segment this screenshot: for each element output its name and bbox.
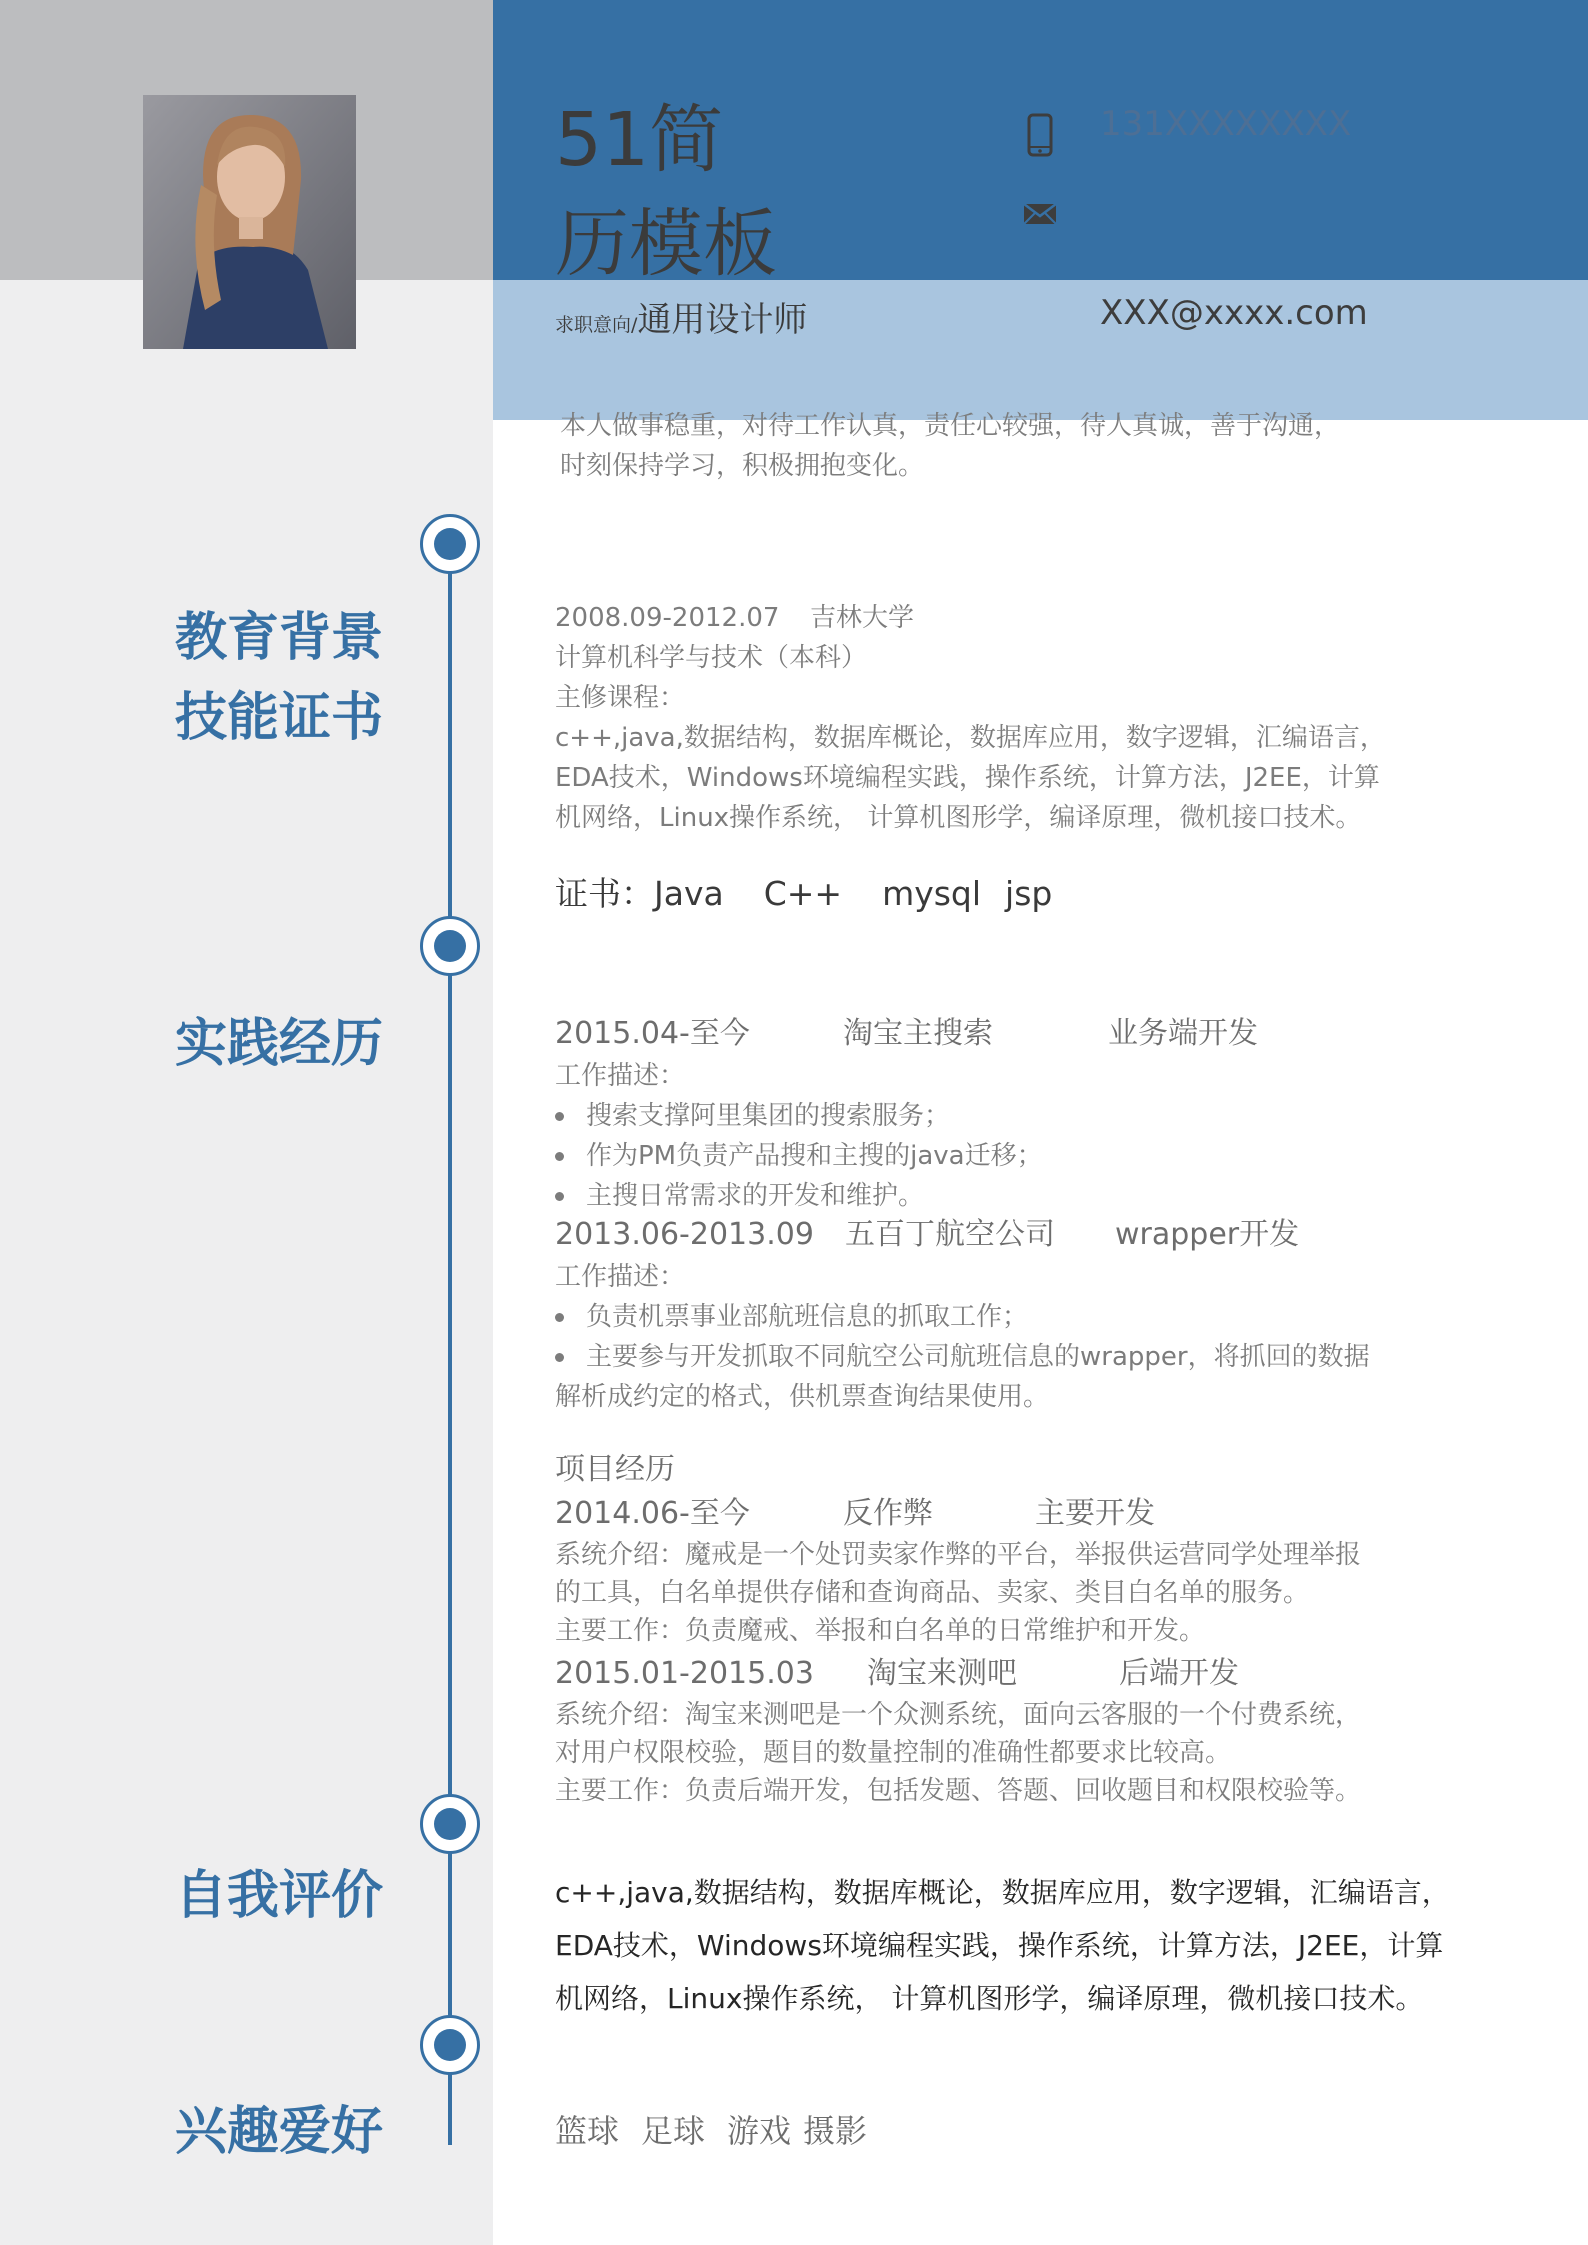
certificate-item: jsp — [1005, 874, 1053, 913]
certificates-line — [555, 868, 1052, 915]
education-courses-label: 主修课程： — [555, 683, 686, 713]
timeline-node-hobbies — [420, 2015, 480, 2075]
intro-line: 本人做事稳重，对待工作认真，责任心较强，待人真诚，善于沟通， — [560, 411, 1341, 441]
education-period: 2008.09-2012.07 — [555, 603, 780, 633]
self-evaluation-line: EDA技术，Windows环境编程实践，操作系统，计算方法，J2EE，计算 — [555, 1929, 1444, 1962]
heading-certificates: 技能证书 — [175, 688, 384, 748]
education-courses-line: 机网络，Linux操作系统， 计算机图形学，编译原理，微机接口技术。 — [555, 803, 1362, 833]
job-intent — [555, 292, 807, 341]
timeline-node-practice — [420, 916, 480, 976]
project-period: 2014.06-至今 — [555, 1496, 750, 1531]
profile-photo — [143, 95, 356, 349]
project-line: 的工具，白名单提供存储和查询商品、卖家、类目白名单的服务。 — [555, 1578, 1310, 1608]
email-address: XXX@xxxx.com — [1100, 293, 1368, 333]
job-period: 2015.04-至今 — [555, 1016, 750, 1051]
mail-icon — [1020, 198, 1060, 230]
job-entry — [555, 1213, 1370, 1417]
job-bullet: 搜索支撑阿里集团的搜索服务； — [586, 1101, 951, 1131]
project-line: 主要工作：负责魔戒、举报和白名单的日常维护和开发。 — [555, 1616, 1206, 1646]
project-line: 系统介绍：魔戒是一个处罚卖家作弊的平台，举报供运营同学处理举报 — [555, 1540, 1362, 1570]
job-period: 2013.06-2013.09 — [555, 1217, 814, 1252]
job-company: 淘宝主搜索 — [843, 1016, 993, 1051]
certificate-item: C++ — [763, 874, 843, 913]
certificate-item: mysql — [882, 874, 982, 913]
heading-education: 教育背景 — [175, 608, 384, 668]
hobbies-list — [555, 2106, 867, 2152]
phone-number: 131XXXXXXXX — [1100, 104, 1352, 144]
heading-practice: 实践经历 — [175, 1014, 384, 1074]
education-major: 计算机科学与技术（本科） — [555, 643, 868, 673]
project-line: 系统介绍：淘宝来测吧是一个众测系统，面向云客服的一个付费系统， — [555, 1700, 1362, 1730]
hobby-item: 摄影 — [803, 2112, 868, 2150]
certificate-item: Java — [654, 874, 724, 913]
heading-self-evaluation: 自我评价 — [175, 1866, 384, 1926]
project-name: 淘宝来测吧 — [867, 1656, 1017, 1691]
job-bullet: 负责机票事业部航班信息的抓取工作； — [586, 1302, 1029, 1332]
resume-title — [555, 88, 795, 296]
job-bullet: 主搜日常需求的开发和维护。 — [586, 1181, 925, 1211]
hobby-item: 游戏 — [727, 2112, 792, 2150]
resume-title-line1: 51简 — [555, 97, 724, 183]
self-evaluation-line: c++,java,数据结构，数据库概论，数据库应用，数字逻辑，汇编语言， — [555, 1876, 1450, 1909]
intro-text — [560, 406, 1340, 486]
project-role: 主要开发 — [1035, 1496, 1155, 1531]
hobby-item: 足球 — [641, 2112, 706, 2150]
job-desc-label: 工作描述： — [555, 1262, 686, 1292]
phone-icon — [1020, 112, 1060, 160]
intro-line: 时刻保持学习，积极拥抱变化。 — [560, 451, 925, 481]
sidebar-background — [0, 280, 493, 2245]
project-entry — [555, 1492, 1361, 1650]
project-role: 后端开发 — [1119, 1656, 1239, 1691]
project-name: 反作弊 — [843, 1496, 933, 1531]
heading-hobbies: 兴趣爱好 — [175, 2102, 384, 2162]
self-evaluation-text — [555, 1866, 1450, 2025]
job-intent-value: 通用设计师 — [637, 300, 808, 340]
resume-title-line2: 历模板 — [555, 201, 777, 287]
certificates-label: 证书： — [555, 874, 654, 913]
project-entry — [555, 1652, 1361, 1810]
job-bullet-continuation: 解析成约定的格式，供机票查询结果使用。 — [555, 1382, 1050, 1412]
timeline-node-self-evaluation — [420, 1794, 480, 1854]
job-entry — [555, 1012, 1258, 1216]
job-bullet: 主要参与开发抓取不同航空公司航班信息的wrapper，将抓回的数据 — [586, 1342, 1370, 1372]
job-role: wrapper开发 — [1115, 1217, 1300, 1252]
hobby-item: 篮球 — [555, 2112, 620, 2150]
education-school: 吉林大学 — [810, 603, 915, 633]
project-line: 对用户权限校验，题目的数量控制的准确性都要求比较高。 — [555, 1738, 1232, 1768]
job-company: 五百丁航空公司 — [845, 1217, 1055, 1252]
job-intent-label: 求职意向/ — [555, 314, 638, 336]
project-period: 2015.01-2015.03 — [555, 1656, 814, 1691]
timeline-line — [448, 550, 452, 2145]
projects-title: 项目经历 — [555, 1452, 675, 1487]
education-section — [555, 598, 1386, 838]
self-evaluation-line: 机网络，Linux操作系统， 计算机图形学，编译原理，微机接口技术。 — [555, 1982, 1424, 2015]
job-bullet: 作为PM负责产品搜和主搜的java迁移； — [586, 1141, 1043, 1171]
job-role: 业务端开发 — [1108, 1016, 1258, 1051]
job-desc-label: 工作描述： — [555, 1061, 686, 1091]
education-courses-line: c++,java,数据结构，数据库概论，数据库应用，数字逻辑，汇编语言， — [555, 723, 1386, 753]
timeline-node-education — [420, 514, 480, 574]
project-line: 主要工作：负责后端开发，包括发题、答题、回收题目和权限校验等。 — [555, 1776, 1362, 1806]
education-courses-line: EDA技术，Windows环境编程实践，操作系统，计算方法，J2EE，计算 — [555, 763, 1380, 793]
